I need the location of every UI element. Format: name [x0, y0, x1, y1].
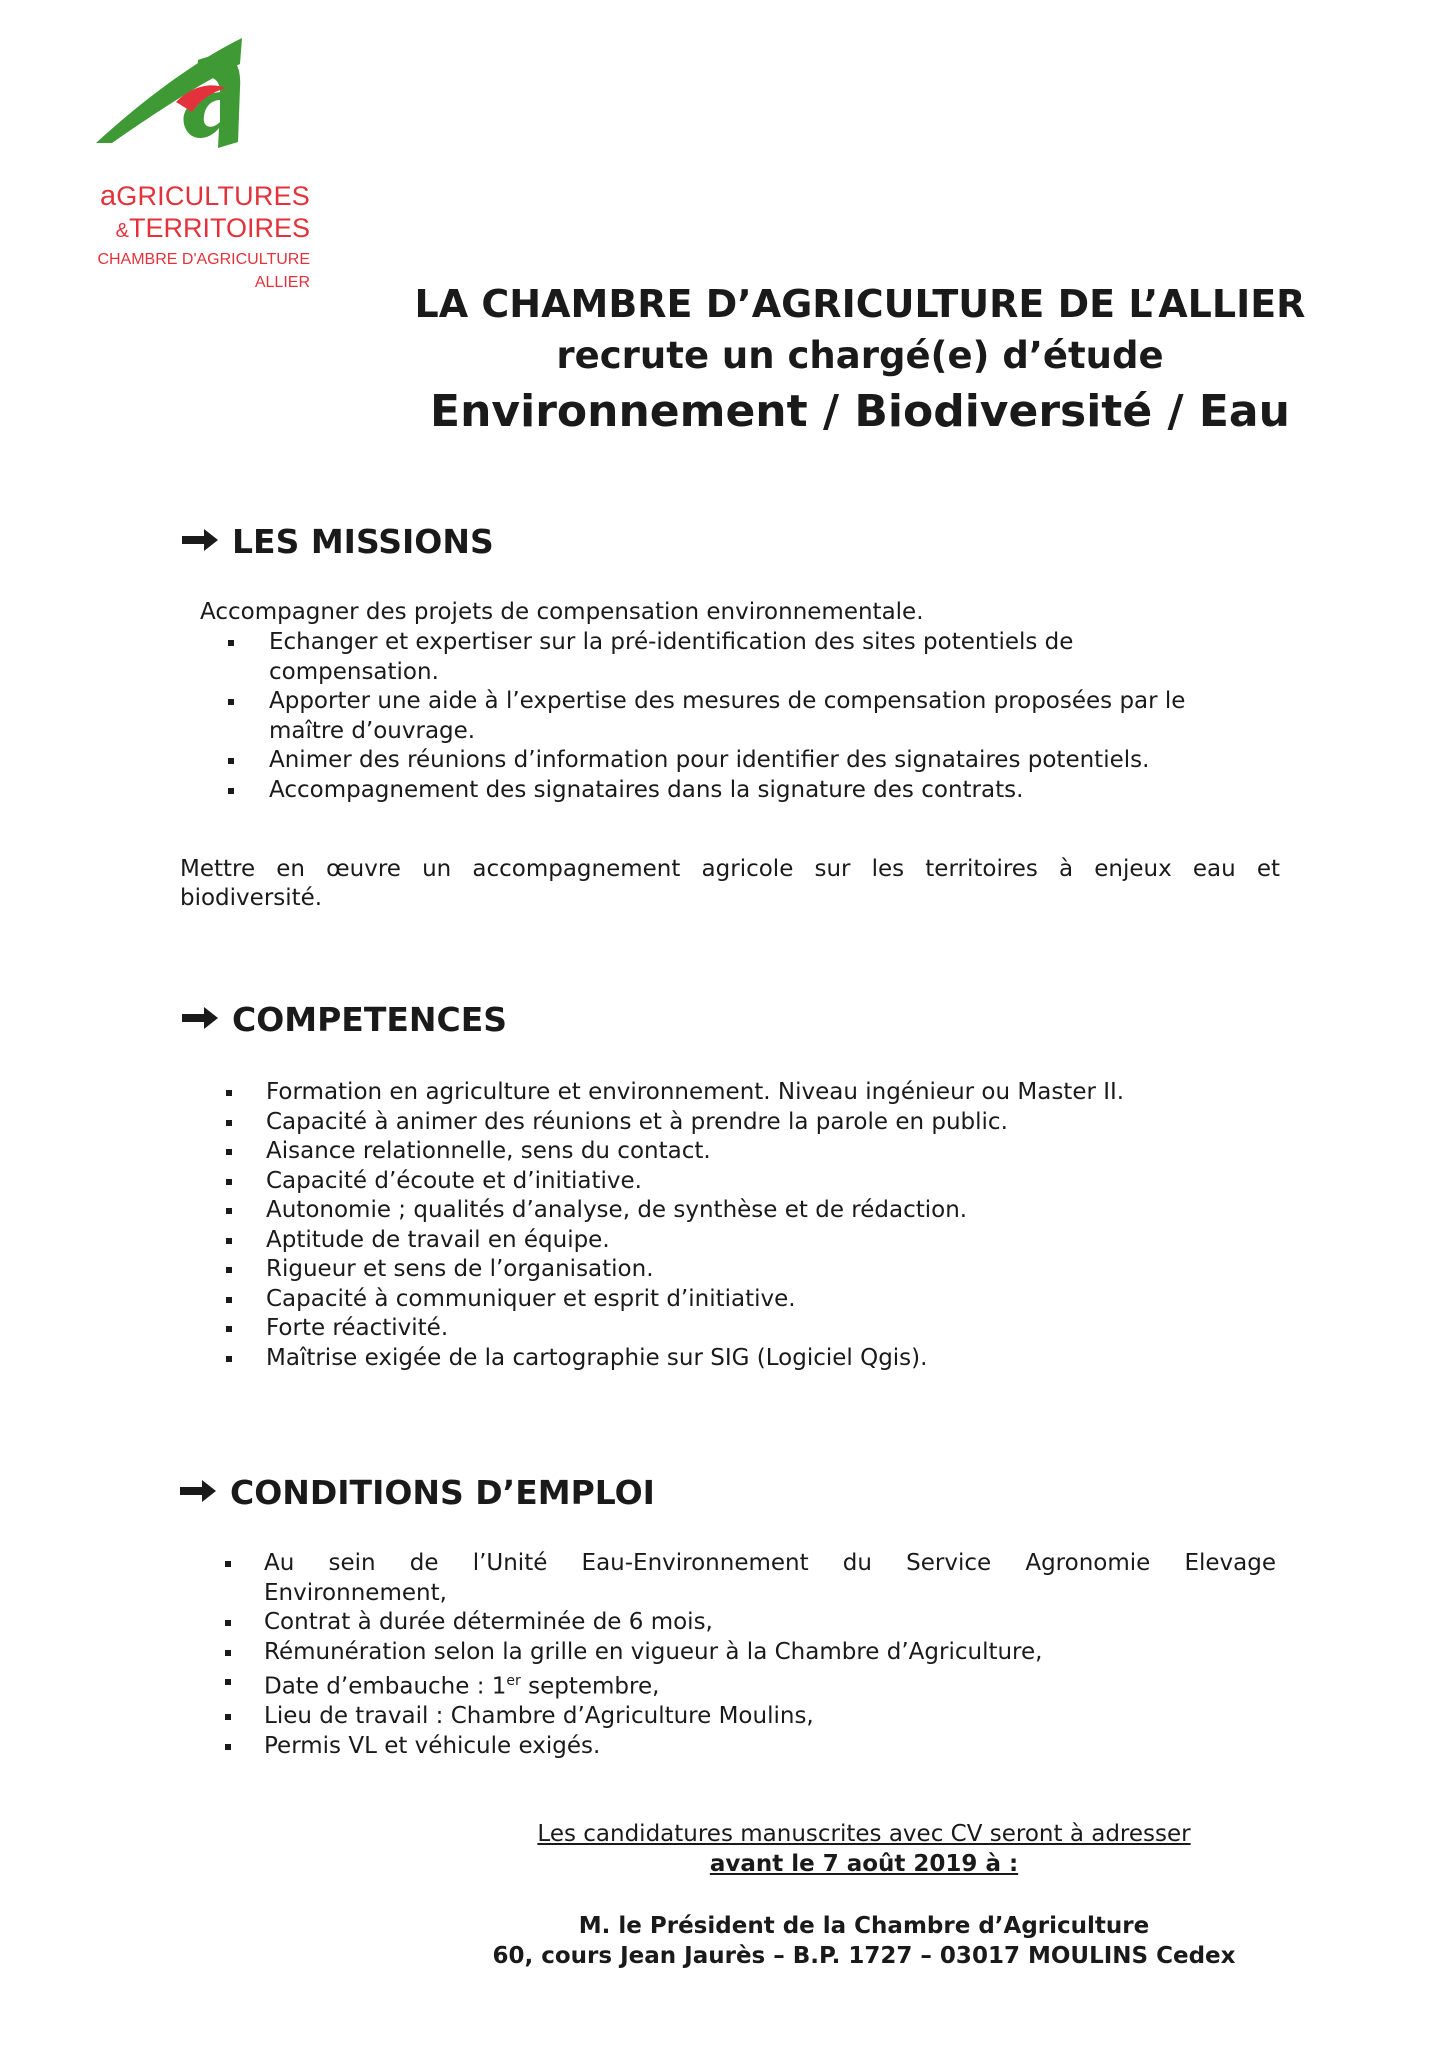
list-item: Animer des réunions d’information pour identifier des signataires potentiels. [228, 746, 1288, 776]
list-item: Rigueur et sens de l’organisation. [226, 1255, 1286, 1285]
application-instructions: Les candidatures manuscrites avec CV seront à adresser [537, 1821, 1191, 1847]
missions-intro: Accompagner des projets de compensation environnementale. [200, 599, 924, 625]
list-item: Capacité d’écoute et d’initiative. [226, 1167, 1286, 1197]
list-item: Autonomie ; qualités d’analyse, de synthèse et de rédaction. [226, 1196, 1286, 1226]
list-item: Capacité à communiquer et esprit d’initiative. [226, 1285, 1286, 1315]
list-item: Aptitude de travail en équipe. [226, 1226, 1286, 1256]
missions-list [228, 628, 1288, 805]
recipient-name: M. le Président de la Chambre d’Agriculture [578, 1913, 1150, 1939]
list-item: Accompagnement des signataires dans la signature des contrats. [228, 776, 1288, 806]
page-title-line-1: LA CHAMBRE D’AGRICULTURE DE L’ALLIER [414, 282, 1306, 326]
list-item: Permis VL et véhicule exigés. [225, 1732, 1276, 1762]
arrow-right-icon [178, 1473, 218, 1512]
missions-second-line-1: Mettre en œuvre un accompagnement agricole sur les territoires à enjeux eau et [180, 856, 1280, 882]
application-deadline: avant le 7 août 2019 à : [709, 1851, 1019, 1877]
conditions-list [225, 1549, 1276, 1761]
list-item: Echanger et expertiser sur la pré-identification des sites potentiels de compensation. [228, 628, 1288, 687]
list-item: Rémunération selon la grille en vigueur à la Chambre d’Agriculture, [225, 1638, 1276, 1668]
list-item: Forte réactivité. [226, 1314, 1286, 1344]
list-item: Maîtrise exigée de la cartographie sur SIG (Logiciel Qgis). [226, 1344, 1286, 1374]
arrow-right-icon [180, 1000, 220, 1039]
section-heading-missions: LES MISSIONS [180, 522, 494, 561]
section-heading-conditions: CONDITIONS D’EMPLOI [178, 1473, 655, 1512]
logo-line-agricultures: aGRICULTURES [99, 180, 310, 212]
logo-line-territoires: &TERRITOIRES [115, 213, 310, 243]
list-item: Au sein de l’Unité Eau-Environnement du Service Agronomie Elevage Environnement, [225, 1549, 1276, 1608]
recipient-address: 60, cours Jean Jaurès – B.P. 1727 – 03017 MOULINS Cedex [492, 1943, 1236, 1969]
list-item: Aisance relationnelle, sens du contact. [226, 1137, 1286, 1167]
list-item: Contrat à durée déterminée de 6 mois, [225, 1608, 1276, 1638]
section-heading-competences: COMPETENCES [180, 1000, 507, 1039]
logo-line-chambre: CHAMBRE D'AGRICULTURE [97, 251, 310, 268]
logo-line-allier: ALLIER [254, 274, 310, 291]
page-title-line-3: Environnement / Biodiversité / Eau [430, 386, 1290, 437]
list-item: Lieu de travail : Chambre d’Agriculture Moulins, [225, 1702, 1276, 1732]
logo-emblem-icon [92, 30, 252, 150]
list-item: Formation en agriculture et environnement. Niveau ingénieur ou Master II. [226, 1078, 1286, 1108]
arrow-right-icon [180, 522, 220, 561]
organization-logo [92, 30, 322, 291]
list-item: Capacité à animer des réunions et à prendre la parole en public. [226, 1108, 1286, 1138]
list-item: Apporter une aide à l’expertise des mesures de compensation proposées par le maître d’ouvrage. [228, 687, 1288, 746]
competences-list [226, 1078, 1286, 1373]
list-item: Date d’embauche : 1er septembre, [225, 1667, 1276, 1702]
missions-second-line-2: biodiversité. [180, 885, 323, 911]
page-title-line-2: recrute un chargé(e) d’étude [556, 334, 1164, 377]
